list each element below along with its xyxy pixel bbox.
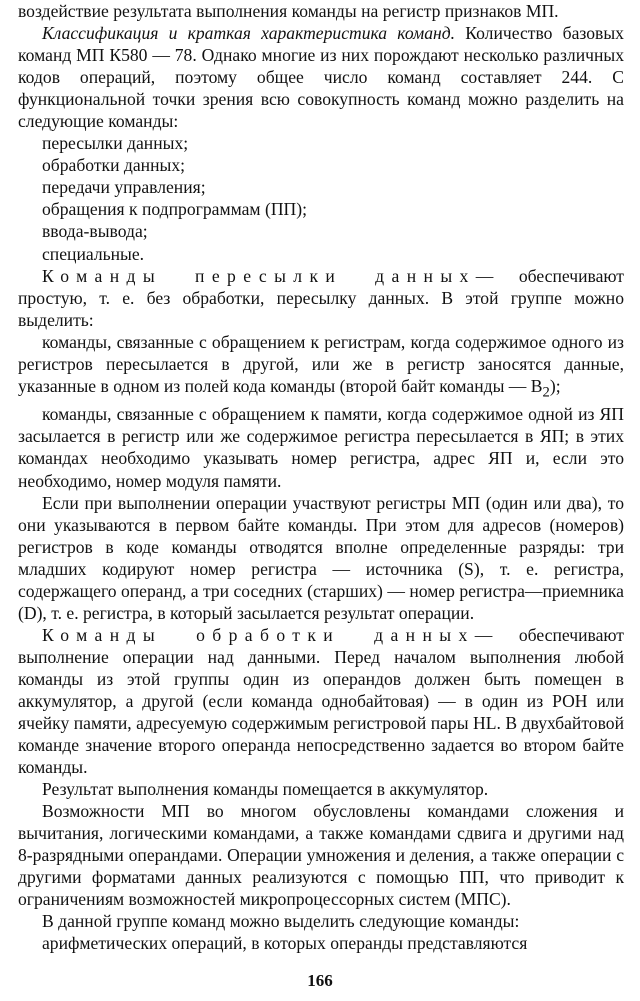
register-commands-text: команды, связанные с обращением к регистрам, когда содержимое одного из регистров пересылается в другой, или же в регистр заносятся данные, указанные в одном из полей кода команды (второй байт команды — B (18, 331, 624, 396)
paragraph-transfer-commands (18, 265, 624, 331)
page-number: 166 (307, 971, 333, 990)
paragraph-result: Результат выполнения команды помещается в аккумулятор. (42, 779, 489, 800)
paragraph-arithmetic: арифметических операций, в которых операнды представляются (42, 933, 528, 954)
paragraph-register-addressing: Если при выполнении операции участвуют регистры МП (один или два), то они указываются в первом байте команды. При этом для адресов (номеров) регистров в коде команды отводятся вполне определенные разряды: три младших кодируют номер регистра — источника (S), т. е. регистра, содержащего операнд, а три соседних (старших) — номер регистра—приемника (D), т. е. регистра, в который засылается результат операции. (18, 492, 624, 623)
register-commands-end: ); (549, 375, 561, 396)
list-item: пересылки данных; (42, 133, 189, 154)
spaced-term-processing: Команды обработки данных (42, 624, 475, 645)
paragraph-processing-text: — обеспечивают выполнение операции над данными. Перед началом выполнения любой команды из этой группы один из операндов должен быть помещен в аккумулятор, а другой (если команда однобайтовая) — в один из РОН или ячейку памяти, адресуемую содержимым регистровой пары HL. В двухбайтовой команде значение второго операнда непосредственно задается во втором байте команды. (18, 624, 624, 778)
list-item: передачи управления; (42, 177, 206, 198)
paragraph-classification-text: Количество базовых команд МП К580 — 78. Однако многие из них порождают несколько различных кодов операций, поэтому общее число команд составляет 244. С функциональной точки зрения всю совокупность команд можно разделить на следующие команды: (18, 23, 624, 132)
list-item: специальные. (42, 243, 145, 264)
paragraph-transfer-text: — обеспечивают простую, т. е. без обработки, пересылку данных. В этой группе можно выделить: (18, 265, 624, 330)
command-category-list (18, 132, 624, 264)
subscript: 2 (542, 384, 550, 401)
paragraph-capabilities: Возможности МП во многом обусловлены командами сложения и вычитания, логическими командами, а также командами сдвига и другими над 8-разрядными операндами. Операции умножения и деления, а также операции с другими форматами данных реализуются с помощью ПП, что приводит к ограничениям возможностей микропроцессорных систем (МПС). (18, 801, 624, 910)
paragraph-continuation: воздействие результата выполнения команды на регистр признаков МП. (18, 1, 559, 21)
paragraph-memory-commands: команды, связанные с обращением к памяти, когда содержимое одной из ЯП засылается в регистр или же содержимое регистра пересылается в ЯП; в этих командах необходимо указывать номер регистра, адрес ЯП и, если это необходимо, номер модуля памяти. (18, 404, 624, 491)
body-text (18, 0, 624, 955)
paragraph-register-commands (18, 331, 624, 404)
list-item: ввода-вывода; (42, 221, 148, 242)
paragraph-classification (18, 22, 624, 132)
paragraph-group-commands: В данной группе команд можно выделить следующие команды: (42, 911, 520, 932)
list-item: обработки данных; (42, 155, 186, 176)
paragraph-processing-commands (18, 624, 624, 778)
spaced-term-transfer: Команды пересылки данных (42, 265, 476, 286)
list-item: обращения к подпрограммам (ПП); (42, 199, 307, 220)
section-heading-italic: Классификация и краткая характеристика команд. (42, 23, 456, 44)
